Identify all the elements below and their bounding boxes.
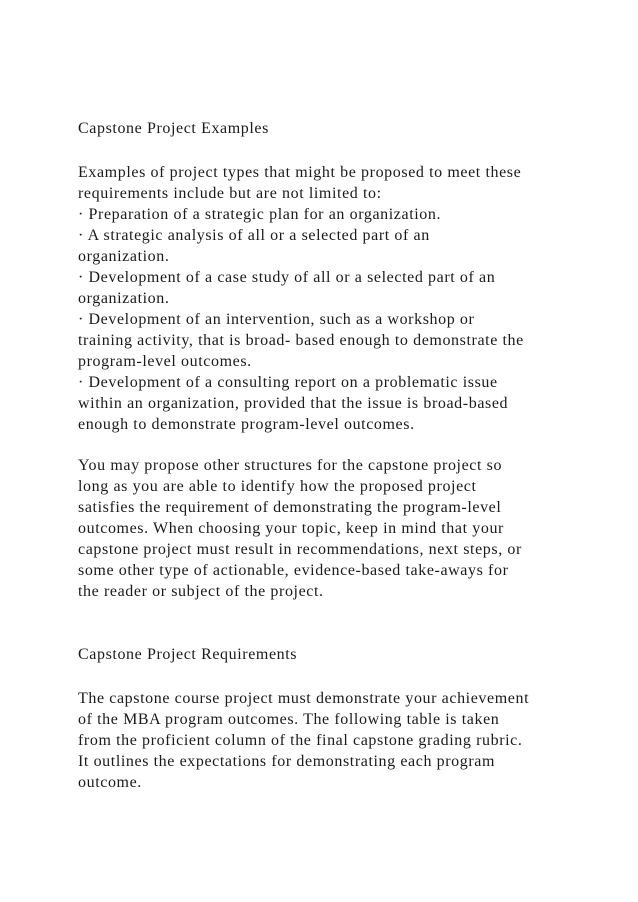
text-line: requirements include but are not limited to: (78, 185, 382, 202)
text-line: It outlines the expectations for demonstrating each program (78, 753, 496, 770)
text-line: from the proficient column of the final capstone grading rubric. (78, 732, 523, 749)
list-item: · Development of a case study of all or a selected part of an (78, 269, 496, 286)
text-line: satisfies the requirement of demonstrating the program-level (78, 499, 502, 516)
list-item: · Development of an intervention, such as a workshop or (78, 311, 475, 328)
text-line: some other type of actionable, evidence-based take-aways for (78, 562, 509, 579)
text-line: organization. (78, 248, 170, 265)
text-line: capstone project must result in recommendations, next steps, or (78, 541, 522, 558)
text-line: organization. (78, 290, 170, 307)
text-line: You may propose other structures for the capstone project so (78, 457, 503, 474)
list-item: · A strategic analysis of all or a selected part of an (78, 227, 430, 244)
section-title: Capstone Project Examples (78, 120, 269, 137)
text-line: enough to demonstrate program-level outcomes. (78, 416, 415, 433)
text-line: program-level outcomes. (78, 353, 252, 370)
section-title: Capstone Project Requirements (78, 646, 298, 663)
text-line: long as you are able to identify how the proposed project (78, 478, 477, 495)
text-line: The capstone course project must demonstrate your achievement (78, 690, 530, 707)
list-item: · Preparation of a strategic plan for an organization. (78, 206, 442, 223)
text-line: of the MBA program outcomes. The following table is taken (78, 711, 500, 728)
list-item: · Development of a consulting report on a problematic issue (78, 374, 498, 391)
text-line: outcomes. When choosing your topic, keep in mind that your (78, 520, 504, 537)
text-line: within an organization, provided that the issue is broad-based (78, 395, 509, 412)
text-line: training activity, that is broad- based enough to demonstrate the (78, 332, 524, 349)
text-line: the reader or subject of the project. (78, 583, 324, 600)
text-line: Examples of project types that might be proposed to meet these (78, 164, 522, 181)
text-line: outcome. (78, 774, 142, 791)
